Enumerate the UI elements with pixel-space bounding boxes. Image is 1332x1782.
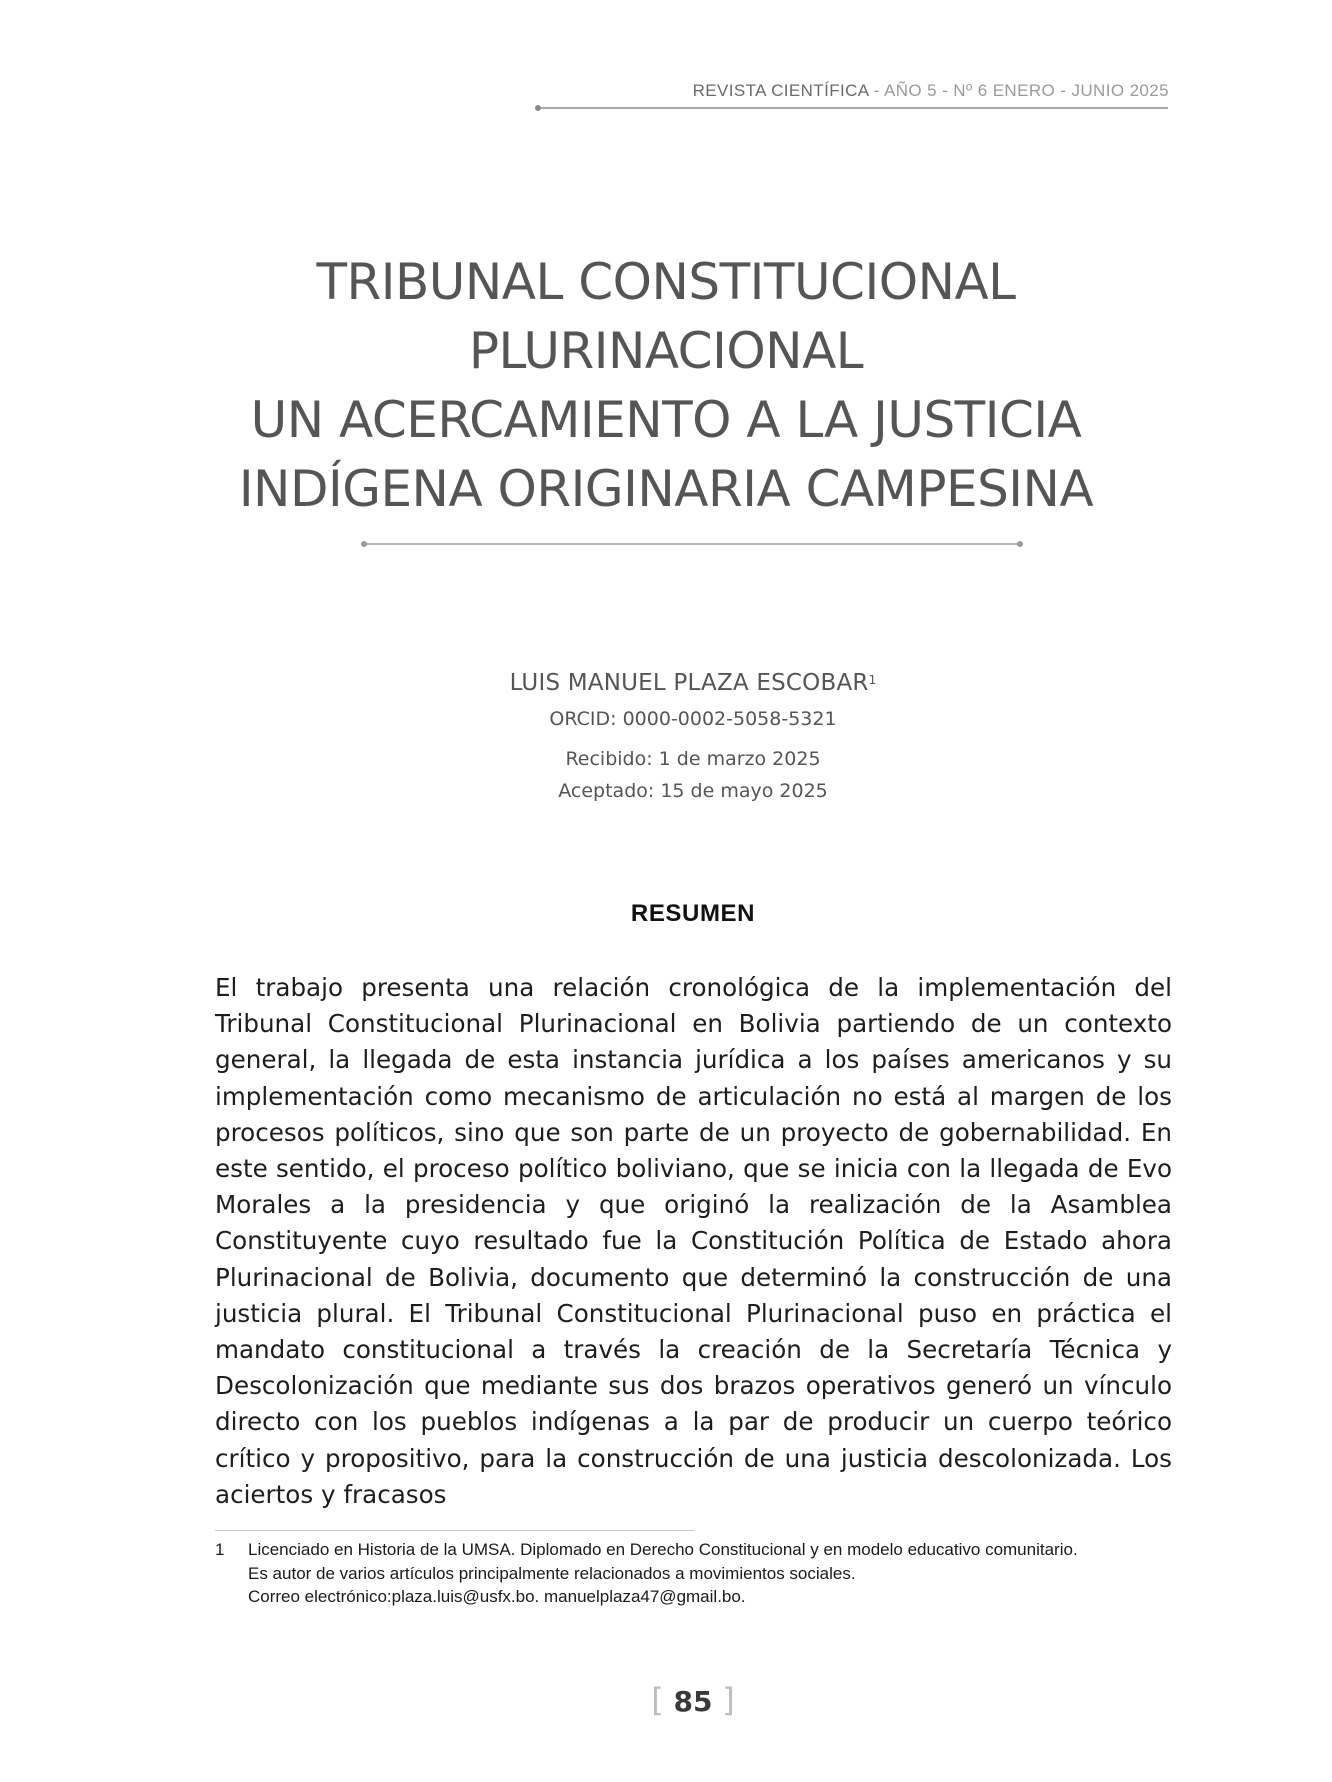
title-line-4: INDÍGENA ORIGINARIA CAMPESINA	[238, 460, 1094, 518]
issue-info: - AÑO 5 - Nº 6 ENERO - JUNIO 2025	[873, 81, 1169, 100]
footnote-body	[248, 1538, 1175, 1609]
author-footnote-mark: 1	[868, 673, 877, 687]
author-block	[0, 668, 1332, 807]
page-number-value: 85	[673, 1685, 713, 1718]
article-title	[0, 248, 1332, 524]
title-line-1: TRIBUNAL CONSTITUCIONAL	[316, 253, 1016, 311]
dates	[0, 743, 1332, 807]
page-number	[0, 1681, 1332, 1719]
author-name: LUIS MANUEL PLAZA ESCOBAR	[509, 670, 869, 696]
title-line-3: UN ACERCAMIENTO A LA JUSTICIA	[250, 391, 1082, 449]
page-bracket-close: ]	[722, 1681, 735, 1719]
footnote-line-1: Licenciado en Historia de la UMSA. Diplomado en Derecho Constitucional y en modelo educativo comunitario.	[248, 1540, 1078, 1559]
author-name-line	[0, 668, 1332, 698]
page-bracket-open: [	[651, 1681, 664, 1719]
abstract-heading: RESUMEN	[630, 900, 756, 927]
footnote-line-3: Correo electrónico:plaza.luis@usfx.bo. manuelplaza47@gmail.bo.	[248, 1587, 746, 1606]
received-date: Recibido: 1 de marzo 2025	[565, 748, 821, 770]
footnote-number: 1	[215, 1540, 225, 1559]
title-line-2: PLURINACIONAL	[468, 322, 864, 380]
footnote-line-2: Es autor de varios artículos principalmente relacionados a movimientos sociales.	[248, 1563, 856, 1583]
accepted-date: Aceptado: 15 de mayo 2025	[558, 780, 828, 802]
footnote	[215, 1538, 1175, 1609]
journal-name: REVISTA CIENTÍFICA	[692, 81, 869, 100]
abstract-text: El trabajo presenta una relación cronológica de la implementación del Tribunal Constitucional Plurinacional en Bolivia partiendo de un contexto general, la llegada de esta instancia jurídica a los países americanos y su implementación como mecanismo de articulación no está al margen de los procesos políticos, sino que son parte de un proyecto de gobernabilidad. En este sentido, el proceso político boliviano, que se inicia con la llegada de Evo Morales a la presidencia y que originó la realización de la Asamblea Constituyente cuyo resultado fue la Constitución Política de Estado ahora Plurinacional de Bolivia, documento que determinó la construcción de una justicia plural. El Tribunal Constitucional Plurinacional puso en práctica el mandato constitucional a través la creación de la Secretaría Técnica y Descolonización que mediante sus dos brazos operativos generó un vínculo directo con los pueblos indígenas a la par de producir un cuerpo teórico crítico y propositivo, para la construcción de una justicia descolonizada. Los aciertos y fracasos	[215, 973, 1172, 1509]
orcid: ORCID: 0000-0002-5058-5321	[549, 708, 837, 730]
running-header	[693, 81, 1169, 101]
footnote-divider	[215, 1530, 695, 1531]
title-divider	[364, 543, 1020, 545]
header-divider	[538, 107, 1168, 109]
